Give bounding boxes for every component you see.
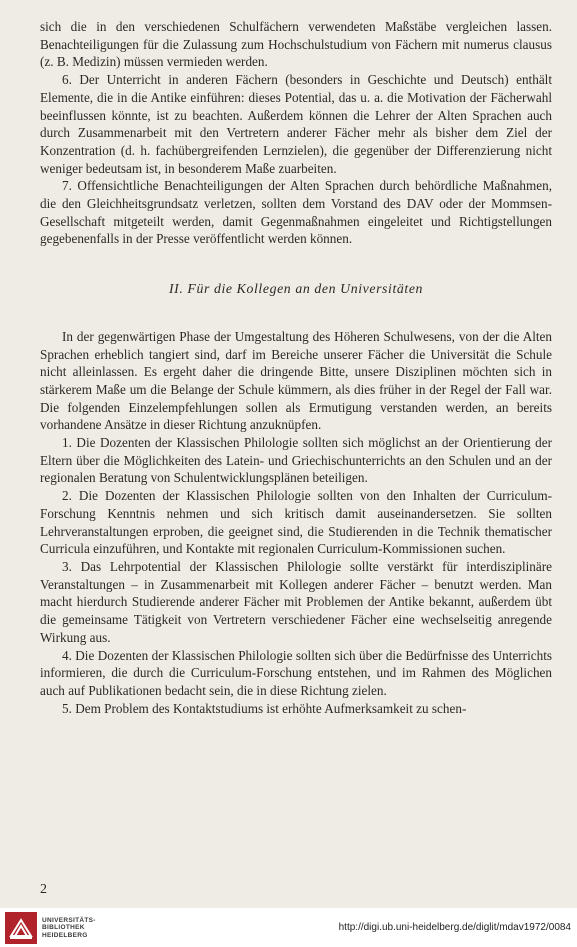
- footer-bar: [0, 908, 577, 947]
- paragraph: 5. Dem Problem des Kontaktstudiums ist erhöhte Aufmerksamkeit zu schen-: [62, 700, 467, 716]
- library-name-line: HEIDELBERG: [42, 931, 88, 939]
- paragraph: 2. Die Dozenten der Klassischen Philologie sollten von den Inhalten der Curriculum-Forschung Kenntnis nehmen und sich kritisch damit auseinandersetzen. Sie sollten Lehrveranstaltungen erproben, die geeignet sind, die Studierenden in die Technik thematischer Curricula einzuführen, und Kontakte mit regionalen Curriculum-Kommissionen suchen.: [40, 488, 552, 557]
- paragraph: 1. Die Dozenten der Klassischen Philologie sollten sich möglichst an der Orientierung der Eltern über die Möglichkeiten des Latein- und Griechischunterrichts an den Schulen und an der regionalen Beratung von Schulentwicklungsplänen beteiligen.: [40, 435, 552, 486]
- library-name-line: UNIVERSITÄTS-: [42, 917, 96, 924]
- paragraph: 6. Der Unterricht in anderen Fächern (besonders in Geschichte und Deutsch) enthält Elemente, die in die Antike einführen: dieses Potential, das u. a. die Motivation der Fächerwahl beeinflussen könnte, ist zu beachten. Außerdem können die Lehrer der Alten Sprachen auch durch Zusammenarbeit mit den Vertretern anderer Fächer mehr als bisher dem Ziel der Konzentration (d. h. fachübergreifenden Lernzielen), die gegenüber der Differenzierung nicht weniger bedeutsam ist, in besonderem Maße zuarbeiten.: [40, 72, 552, 176]
- section-heading: II. Für die Kollegen an den Universitäten: [168, 281, 424, 297]
- library-name: [42, 917, 96, 939]
- paragraph: sich die in den verschiedenen Schulfächern verwendeten Maßstäbe vergleichen lassen. Benachteiligungen für die Zulassung zum Hochschulstudium von Fächern mit numerus clausus (z. B. Medizin) müssen vermieden werden.: [40, 19, 552, 70]
- library-name-line: BIBLIOTHEK: [42, 924, 85, 932]
- paragraph: In der gegenwärtigen Phase der Umgestaltung des Höheren Schulwesens, von der die Alten Sprachen erheblich tangiert sind, darf im Bereiche unserer Fächer die Universität die Schule nicht alleinlassen. Es ergeht daher die dringende Bitte, unsere Disziplinen möchten sich in stärkerem Maße um die Belange der Schule kümmern, als dies früher in der Regel der Fall war. Die folgenden Einzelempfehlungen sollen als Ermutigung verstanden werden, an bereits vorhandene Ansätze in dieser Richtung anzuknüpfen.: [40, 328, 552, 433]
- paragraph: 3. Das Lehrpotential der Klassischen Philologie sollte verstärkt für interdisziplinäre Veranstaltungen – in Zusammenarbeit mit Kollegen anderer Fächer – benutzt werden. Man macht hierdurch Studierende anderer Fächer mit Problemen der Antike bekannt, außerdem übt die gemeinsame Tätigkeit von Vertretern verschiedener Fächer eine wechselseitig anregende Wirkung aus.: [40, 558, 552, 645]
- page-number: 2: [40, 882, 47, 897]
- paragraph: 7. Offensichtliche Benachteiligungen der Alten Sprachen durch behördliche Maßnahmen, die den Gleichheitsgrundsatz verletzen, sollten dem Vorstand des DAV oder der Mommsen-Gesellschaft mitgeteilt werden, damit Gegenmaßnahmen eingeleitet und Richtigstellungen gegebenenfalls in der Presse veröffentlicht werden können.: [40, 178, 552, 247]
- university-library-logo-icon[interactable]: [5, 912, 37, 944]
- body-text: [40, 18, 552, 717]
- paragraph: 4. Die Dozenten der Klassischen Philologie sollten sich über die Bedürfnisse des Unterrichts informieren, die durch die Curriculum-Forschung entstehen, und im Rahmen des Möglichen auch auf Publikationen bedacht sein, die in diese Richtung zielen.: [40, 647, 552, 698]
- source-url-link[interactable]: http://digi.ub.uni-heidelberg.de/diglit/mdav1972/0084: [338, 922, 571, 933]
